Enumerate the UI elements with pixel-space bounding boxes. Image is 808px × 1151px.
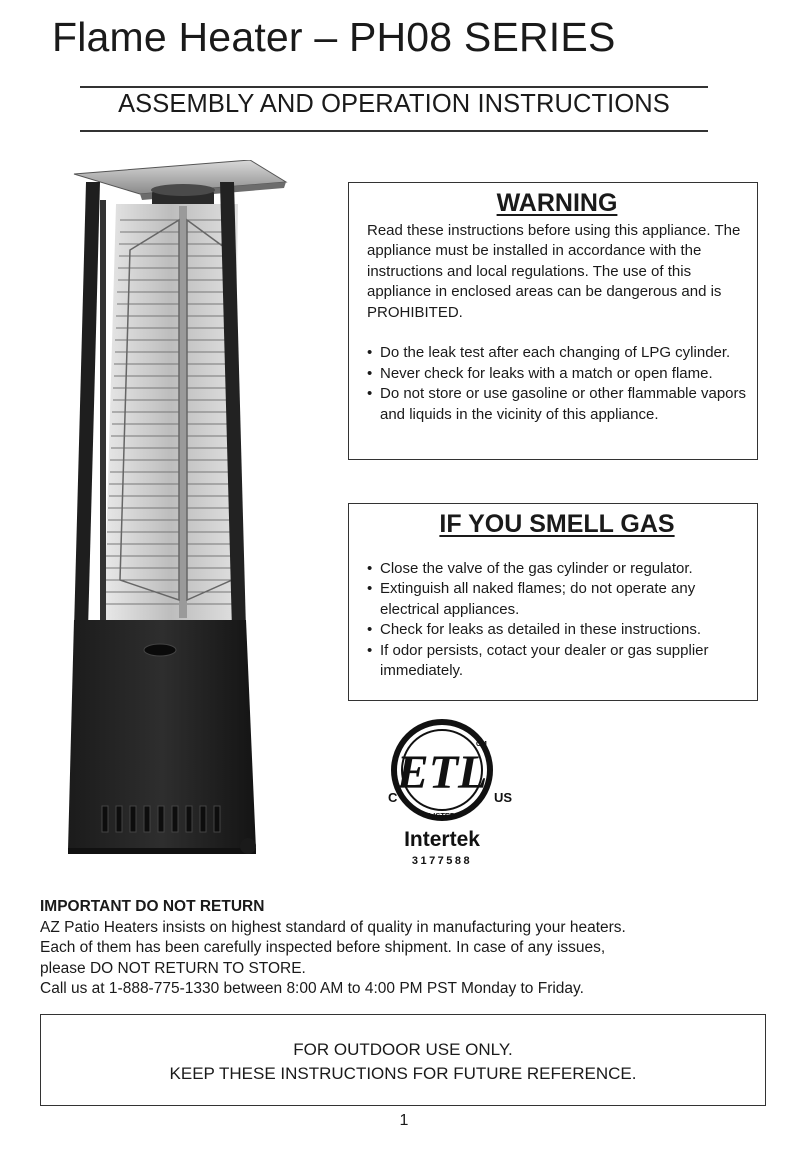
page-title: Flame Heater – PH08 SERIES	[52, 14, 616, 60]
gas-warning-box	[348, 503, 758, 701]
outdoor-use-notice	[40, 1014, 766, 1106]
important-line: please DO NOT RETURN TO STORE.	[40, 959, 306, 977]
us-mark-text: US	[494, 790, 513, 805]
warning-paragraph: Read these instructions before using this appliance. The appliance must be installed in accordance with the instructions and local regulations. The use of this appliance in enclosed areas can be dangerous and is PROHIBITED.	[367, 221, 741, 321]
list-item: • Extinguish all naked flames; do not operate any electrical appliances.	[367, 579, 747, 620]
important-line: AZ Patio Heaters insists on highest standard of quality in manufacturing your heaters.	[40, 918, 626, 936]
page-subtitle: ASSEMBLY AND OPERATION INSTRUCTIONS	[118, 90, 670, 118]
page-number: 1	[399, 1112, 409, 1129]
list-item: • Never check for leaks with a match or open flame.	[367, 364, 747, 385]
list-item: • Do not store or use gasoline or other flammable vapors and liquids in the vicinity of this appliance.	[367, 384, 747, 425]
gas-warning-title: IF YOU SMELL GAS	[439, 510, 675, 538]
etl-certification-logo	[380, 718, 530, 868]
gas-warning-list	[367, 559, 747, 682]
warning-list	[367, 343, 747, 425]
c-mark-text: C	[388, 790, 398, 805]
etl-mark-text: ETL	[396, 746, 488, 799]
heater-image	[60, 160, 290, 872]
keep-instructions-line: KEEP THESE INSTRUCTIONS FOR FUTURE REFERENCE.	[169, 1064, 637, 1083]
list-item: • Do the leak test after each changing of LPG cylinder.	[367, 343, 747, 364]
title-rule-top	[80, 86, 708, 88]
cm-mark-text: CM	[476, 741, 487, 748]
list-item: • Close the valve of the gas cylinder or regulator.	[367, 559, 747, 580]
outdoor-use-line: FOR OUTDOOR USE ONLY.	[293, 1040, 513, 1059]
intertek-text: Intertek	[404, 828, 480, 851]
title-rule-bottom	[80, 130, 708, 132]
important-heading: IMPORTANT DO NOT RETURN	[40, 898, 265, 915]
list-item: • If odor persists, cotact your dealer or gas supplier immediately.	[367, 641, 747, 682]
important-line: Call us at 1-888-775-1330 between 8:00 AM to 4:00 PM PST Monday to Friday.	[40, 980, 584, 997]
warning-title: WARNING	[496, 189, 618, 217]
list-item: • Check for leaks as detailed in these instructions.	[367, 620, 747, 641]
certification-number: 3177588	[411, 855, 473, 867]
important-notice	[40, 897, 760, 1000]
listed-text: LISTED	[428, 811, 456, 820]
important-line: Each of them has been carefully inspected before shipment. In case of any issues,	[40, 939, 606, 956]
warning-box	[348, 182, 758, 460]
